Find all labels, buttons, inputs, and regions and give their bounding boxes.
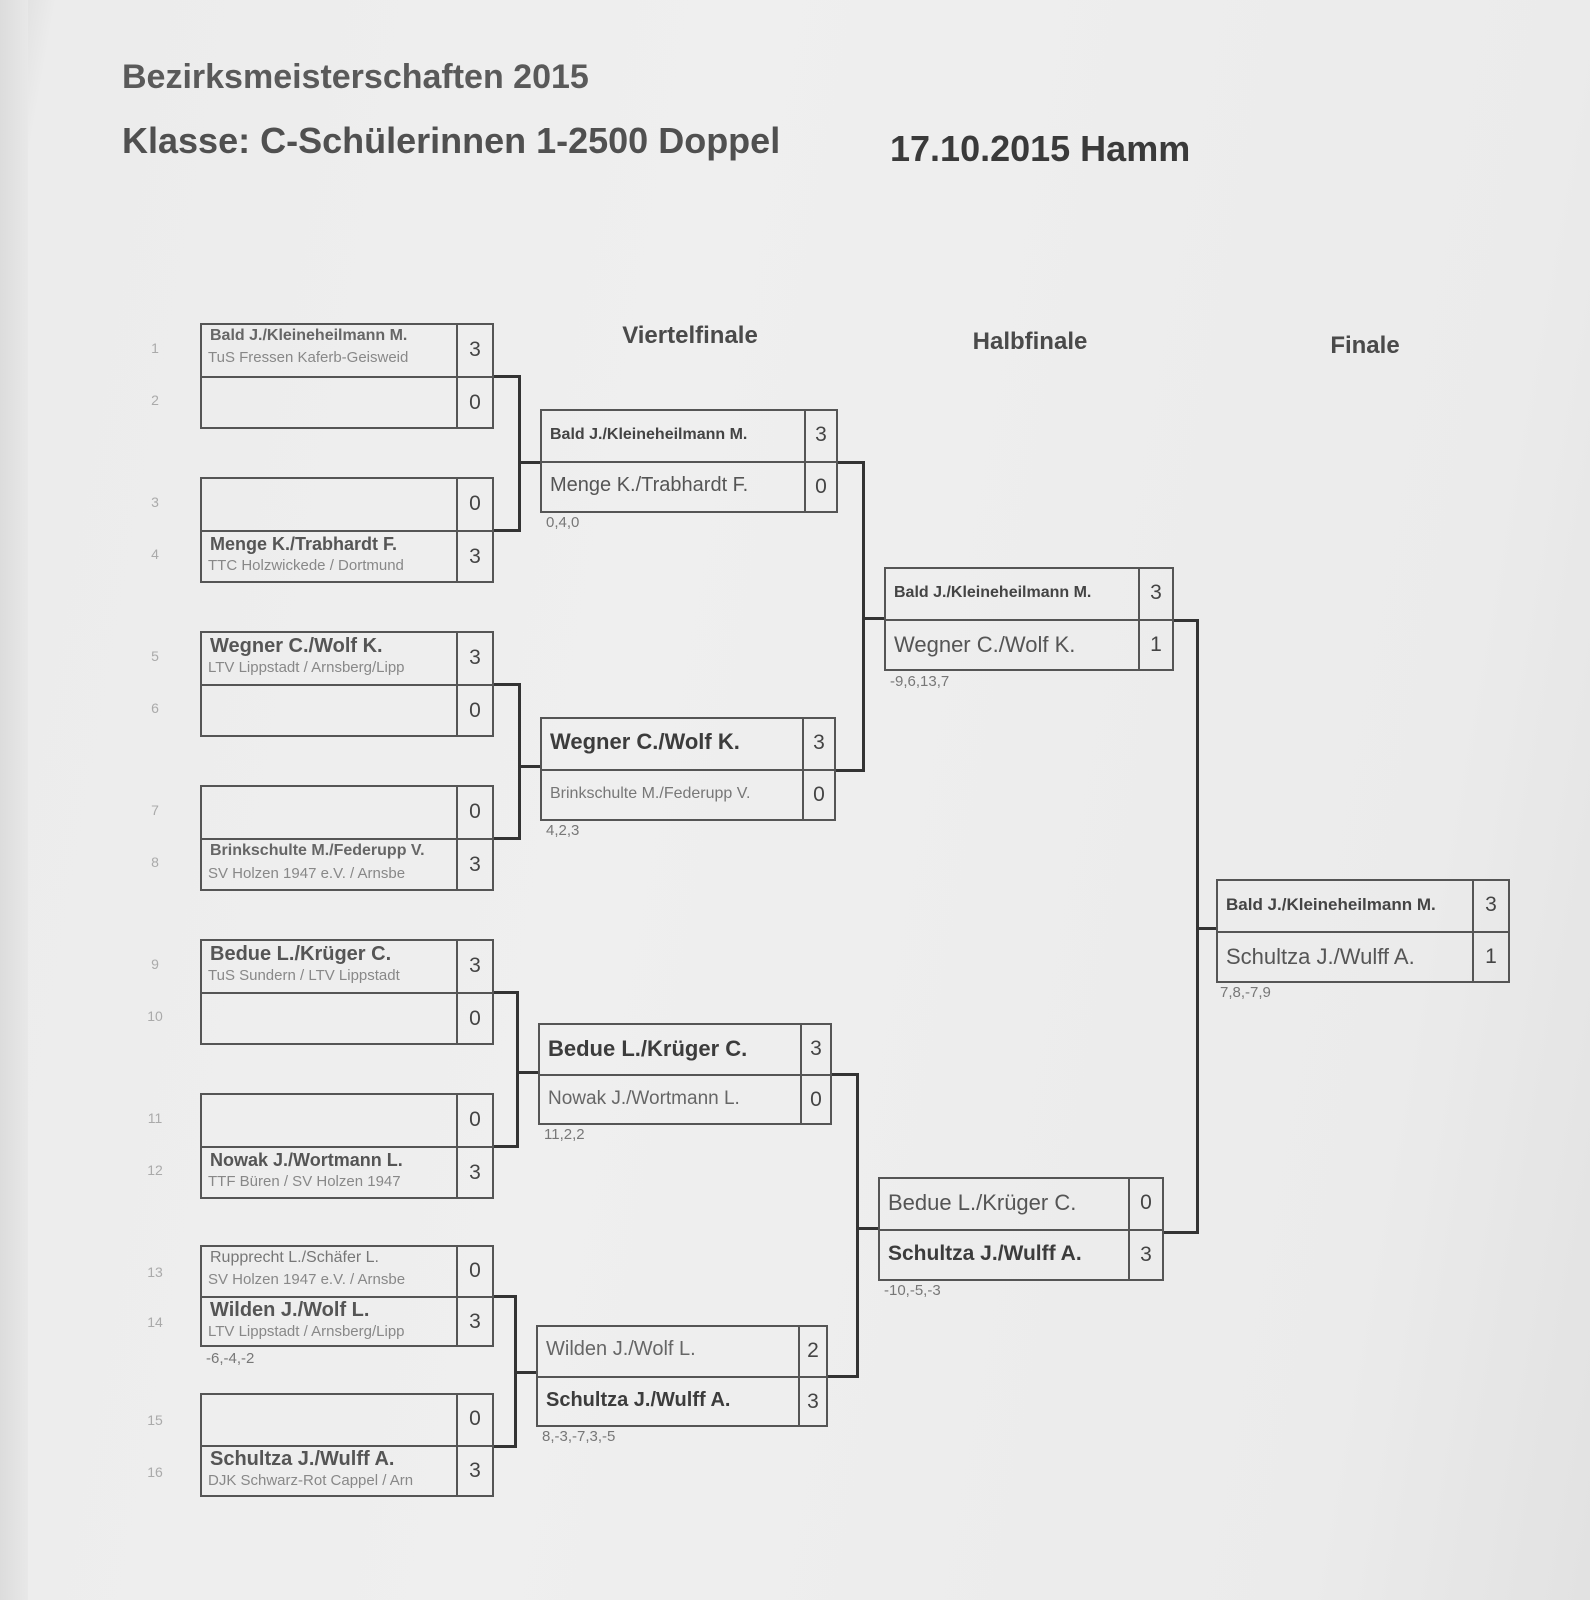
round-title-semifinal: Halbfinale xyxy=(972,328,1088,355)
bracket-slot xyxy=(202,1247,492,1296)
bracket-slot xyxy=(202,1146,492,1199)
club-name: SV Holzen 1947 e.V. / Arnsbe xyxy=(208,865,406,882)
bracket-slot xyxy=(542,719,834,769)
set-score: 3 xyxy=(469,338,481,361)
match-result: -6,-4,-2 xyxy=(206,1350,255,1367)
pair-name: Bedue L./Krüger C. xyxy=(548,1036,748,1061)
first-round-match xyxy=(200,939,494,1045)
round-title-final: Finale xyxy=(1330,332,1400,359)
tournament-title: Bezirksmeisterschaften 2015 xyxy=(122,58,589,96)
quarterfinal-match xyxy=(536,1325,828,1427)
pair-name: Schultza J./Wulff A. xyxy=(1226,944,1415,969)
set-score: 3 xyxy=(469,1310,481,1333)
bracket-slot xyxy=(542,461,836,513)
bracket-slot xyxy=(202,1445,492,1497)
match-result: 8,-3,-7,3,-5 xyxy=(542,1428,616,1445)
set-score: 3 xyxy=(1485,893,1497,916)
quarterfinal-match xyxy=(538,1023,832,1125)
set-score: 1 xyxy=(1150,633,1162,656)
club-name: LTV Lippstadt / Arnsberg/Lipp xyxy=(208,659,405,676)
bracket-slot xyxy=(202,787,492,838)
set-score: 3 xyxy=(815,423,827,446)
pair-name: Rupprecht L./Schäfer L. xyxy=(210,1249,379,1266)
bracket-slot xyxy=(202,941,492,992)
set-score: 3 xyxy=(469,545,481,568)
match-result: 4,2,3 xyxy=(546,822,580,839)
set-score: 2 xyxy=(807,1339,819,1362)
set-score: 3 xyxy=(469,954,481,977)
club-name: TTF Büren / SV Holzen 1947 xyxy=(208,1173,401,1190)
class-label: Klasse: C-Schülerinnen 1-2500 Doppel xyxy=(122,120,781,161)
semifinal-match xyxy=(884,567,1174,671)
seed-number: 7 xyxy=(151,802,159,818)
seed-number: 5 xyxy=(151,648,159,664)
seed-number: 12 xyxy=(147,1162,163,1178)
bracket-slot xyxy=(1218,931,1508,983)
pair-name: Brinkschulte M./Federupp V. xyxy=(550,785,751,802)
pair-name: Bald J./Kleineheilmann M. xyxy=(1226,895,1436,914)
bracket-slot xyxy=(542,411,836,461)
set-score: 3 xyxy=(469,646,481,669)
date-place: 17.10.2015 Hamm xyxy=(890,128,1191,169)
seed-number: 8 xyxy=(151,854,159,870)
match-result: -10,-5,-3 xyxy=(884,1282,941,1299)
bracket-slot xyxy=(202,992,492,1045)
set-score: 0 xyxy=(469,1007,481,1030)
seed-number: 16 xyxy=(147,1464,163,1480)
round-title-quarterfinal: Viertelfinale xyxy=(622,322,758,349)
pair-name: Schultza J./Wulff A. xyxy=(888,1242,1082,1265)
bracket-slot xyxy=(202,1395,492,1445)
pair-name: Nowak J./Wortmann L. xyxy=(210,1150,403,1170)
first-round-match xyxy=(200,1245,494,1347)
set-score: 3 xyxy=(469,1459,481,1482)
set-score: 1 xyxy=(1485,945,1497,968)
pair-name: Bald J./Kleineheilmann M. xyxy=(550,426,748,443)
set-score: 0 xyxy=(815,475,827,498)
set-score: 0 xyxy=(469,699,481,722)
set-score: 0 xyxy=(469,1259,481,1282)
pair-name: Schultza J./Wulff A. xyxy=(210,1448,395,1470)
set-score: 0 xyxy=(469,800,481,823)
set-score: 0 xyxy=(469,1407,481,1430)
set-score: 3 xyxy=(813,731,825,754)
pair-name: Nowak J./Wortmann L. xyxy=(548,1088,740,1109)
seed-number: 11 xyxy=(147,1110,163,1126)
seed-number: 15 xyxy=(147,1412,163,1428)
seed-number: 9 xyxy=(151,956,159,972)
seed-number: 2 xyxy=(151,392,159,408)
match-result: 11,2,2 xyxy=(544,1126,585,1143)
bracket-slot xyxy=(1218,881,1508,931)
bracket-slot xyxy=(202,838,492,891)
pair-name: Bald J./Kleineheilmann M. xyxy=(894,584,1092,601)
pair-name: Bald J./Kleineheilmann M. xyxy=(210,327,408,344)
club-name: LTV Lippstadt / Arnsberg/Lipp xyxy=(208,1323,405,1340)
pair-name: Menge K./Trabhardt F. xyxy=(550,474,749,496)
set-score: 0 xyxy=(813,783,825,806)
bracket-slot xyxy=(540,1074,830,1125)
bracket-slot xyxy=(202,479,492,530)
seed-number: 4 xyxy=(151,546,159,562)
seed-number: 10 xyxy=(147,1008,163,1024)
bracket-slot xyxy=(542,769,834,821)
set-score: 0 xyxy=(469,492,481,515)
bracket-slot xyxy=(880,1179,1162,1229)
club-name: TuS Sundern / LTV Lippstadt xyxy=(208,967,400,984)
seed-number: 3 xyxy=(151,494,159,510)
first-round-match xyxy=(200,785,494,891)
bracket-slot xyxy=(202,325,492,376)
first-round-match xyxy=(200,323,494,429)
pair-name: Wilden J./Wolf L. xyxy=(546,1338,696,1360)
pair-name: Wegner C./Wolf K. xyxy=(894,632,1076,657)
match-result: 7,8,-7,9 xyxy=(1220,984,1271,1001)
quarterfinal-match xyxy=(540,409,838,513)
bracket-slot xyxy=(538,1327,826,1376)
set-score: 3 xyxy=(1140,1243,1152,1266)
match-result: -9,6,13,7 xyxy=(890,673,950,690)
bracket-slot xyxy=(202,633,492,684)
bracket-slot xyxy=(202,530,492,583)
bracket-slot xyxy=(886,619,1172,671)
set-score: 3 xyxy=(1150,581,1162,604)
paper-edge-shadow xyxy=(0,0,28,1600)
pair-name: Brinkschulte M./Federupp V. xyxy=(210,842,425,859)
set-score: 0 xyxy=(469,1108,481,1131)
seed-number: 14 xyxy=(147,1314,163,1330)
pair-name: Bedue L./Krüger C. xyxy=(210,943,392,965)
club-name: SV Holzen 1947 e.V. / Arnsbe xyxy=(208,1271,406,1288)
bracket-slot xyxy=(202,1095,492,1146)
final-match xyxy=(1216,879,1510,983)
bracket-slot xyxy=(538,1376,826,1427)
bracket-slot xyxy=(880,1229,1162,1281)
pair-name: Wegner C./Wolf K. xyxy=(550,729,740,754)
bracket-slot xyxy=(202,684,492,737)
bracket-slot xyxy=(202,376,492,429)
set-score: 3 xyxy=(810,1037,822,1060)
set-score: 0 xyxy=(810,1088,822,1111)
seed-number: 1 xyxy=(151,340,159,356)
semifinal-match xyxy=(878,1177,1164,1281)
bracket-slot xyxy=(202,1296,492,1347)
first-round-match xyxy=(200,1393,494,1497)
quarterfinal-match xyxy=(540,717,836,821)
set-score: 3 xyxy=(469,1161,481,1184)
set-score: 0 xyxy=(1140,1191,1152,1214)
bracket-slot xyxy=(540,1025,830,1074)
club-name: DJK Schwarz-Rot Cappel / Arn xyxy=(208,1472,414,1489)
seed-number: 13 xyxy=(147,1264,163,1280)
pair-name: Wilden J./Wolf L. xyxy=(210,1299,370,1321)
bracket-slot xyxy=(886,569,1172,619)
seed-number: 6 xyxy=(151,700,159,716)
set-score: 3 xyxy=(807,1390,819,1413)
set-score: 0 xyxy=(469,391,481,414)
set-score: 3 xyxy=(469,853,481,876)
pair-name: Schultza J./Wulff A. xyxy=(546,1389,731,1411)
club-name: TTC Holzwickede / Dortmund xyxy=(208,557,404,574)
pair-name: Menge K./Trabhardt F. xyxy=(210,534,398,554)
first-round-match xyxy=(200,477,494,583)
match-result: 0,4,0 xyxy=(546,514,580,531)
first-round-match xyxy=(200,631,494,737)
pair-name: Bedue L./Krüger C. xyxy=(888,1190,1077,1215)
club-name: TuS Fressen Kaferb-Geisweid xyxy=(208,349,409,366)
pair-name: Wegner C./Wolf K. xyxy=(210,635,383,657)
first-round-match xyxy=(200,1093,494,1199)
